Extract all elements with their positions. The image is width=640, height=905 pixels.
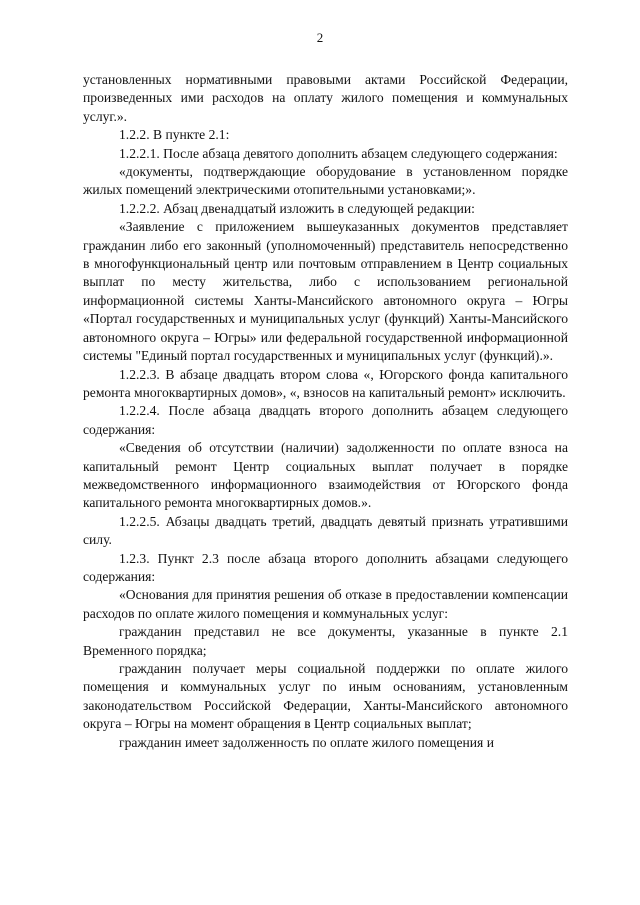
document-body [83, 71, 568, 752]
paragraph: «Сведения об отсутствии (наличии) задолженности по оплате взноса на капитальный ремонт Центр социальных выплат получает в порядке межведомственного информационного взаимодействия от Югорского фонда капитального ремонта многоквартирных домов.». [83, 440, 568, 511]
paragraph: установленных нормативными правовыми актами Российской Федерации, произведенных ими расходов на оплату жилого помещения и коммунальных услуг.». [83, 72, 568, 124]
paragraph: гражданин имеет задолженность по оплате жилого помещения и [119, 734, 494, 750]
paragraph: «документы, подтверждающие оборудование в установленном порядке жилых помещений электрическими отопительными установками;». [83, 164, 568, 198]
paragraph: «Основания для принятия решения об отказе в предоставлении компенсации расходов по оплате жилого помещения и коммунальных услуг: [83, 587, 568, 621]
paragraph: 1.2.2.5. Абзацы двадцать третий, двадцать девятый признать утратившими силу. [83, 513, 568, 548]
paragraph: 1.2.2.1. После абзаца девятого дополнить абзацем следующего содержания: [119, 145, 558, 161]
paragraph: «Заявление с приложением вышеуказанных документов представляет гражданин либо его законный (уполномоченный) представитель непосредственно в многофункциональный центр или почтовым отправлением в Центр социальных выплат по месту жительства, либо с использованием региональной информационной системы Ханты-Мансийского автономного округа – Югры «Портал государственных и муниципальных услуг (функций) Ханты-Мансийского автономного округа – Югры» или федеральной государственной информационной системы "Единый портал государственных и муниципальных услуг (функций).». [83, 219, 568, 364]
paragraph: 1.2.2.4. После абзаца двадцать второго дополнить абзацем следующего содержания: [83, 403, 568, 437]
page-number: 2 [316, 30, 324, 45]
paragraph: 1.2.2. В пункте 2.1: [119, 127, 230, 143]
paragraph: 1.2.2.2. Абзац двенадцатый изложить в следующей редакции: [119, 200, 475, 216]
paragraph: 1.2.3. Пункт 2.3 после абзаца второго дополнить абзацами следующего содержания: [83, 550, 568, 584]
paragraph: гражданин представил не все документы, указанные в пункте 2.1 Временного порядка; [83, 624, 568, 658]
paragraph: 1.2.2.3. В абзаце двадцать втором слова «, Югорского фонда капитального ремонта многоквартирных домов», «, взносов на капитальный ремонт» исключить. [83, 366, 568, 400]
paragraph: гражданин получает меры социальной поддержки по оплате жилого помещения и коммунальных услуг по иным основаниям, установленным законодательством Российской Федерации, Ханты-Мансийского автономного округа – Югры на момент обращения в Центр социальных выплат; [83, 661, 568, 732]
